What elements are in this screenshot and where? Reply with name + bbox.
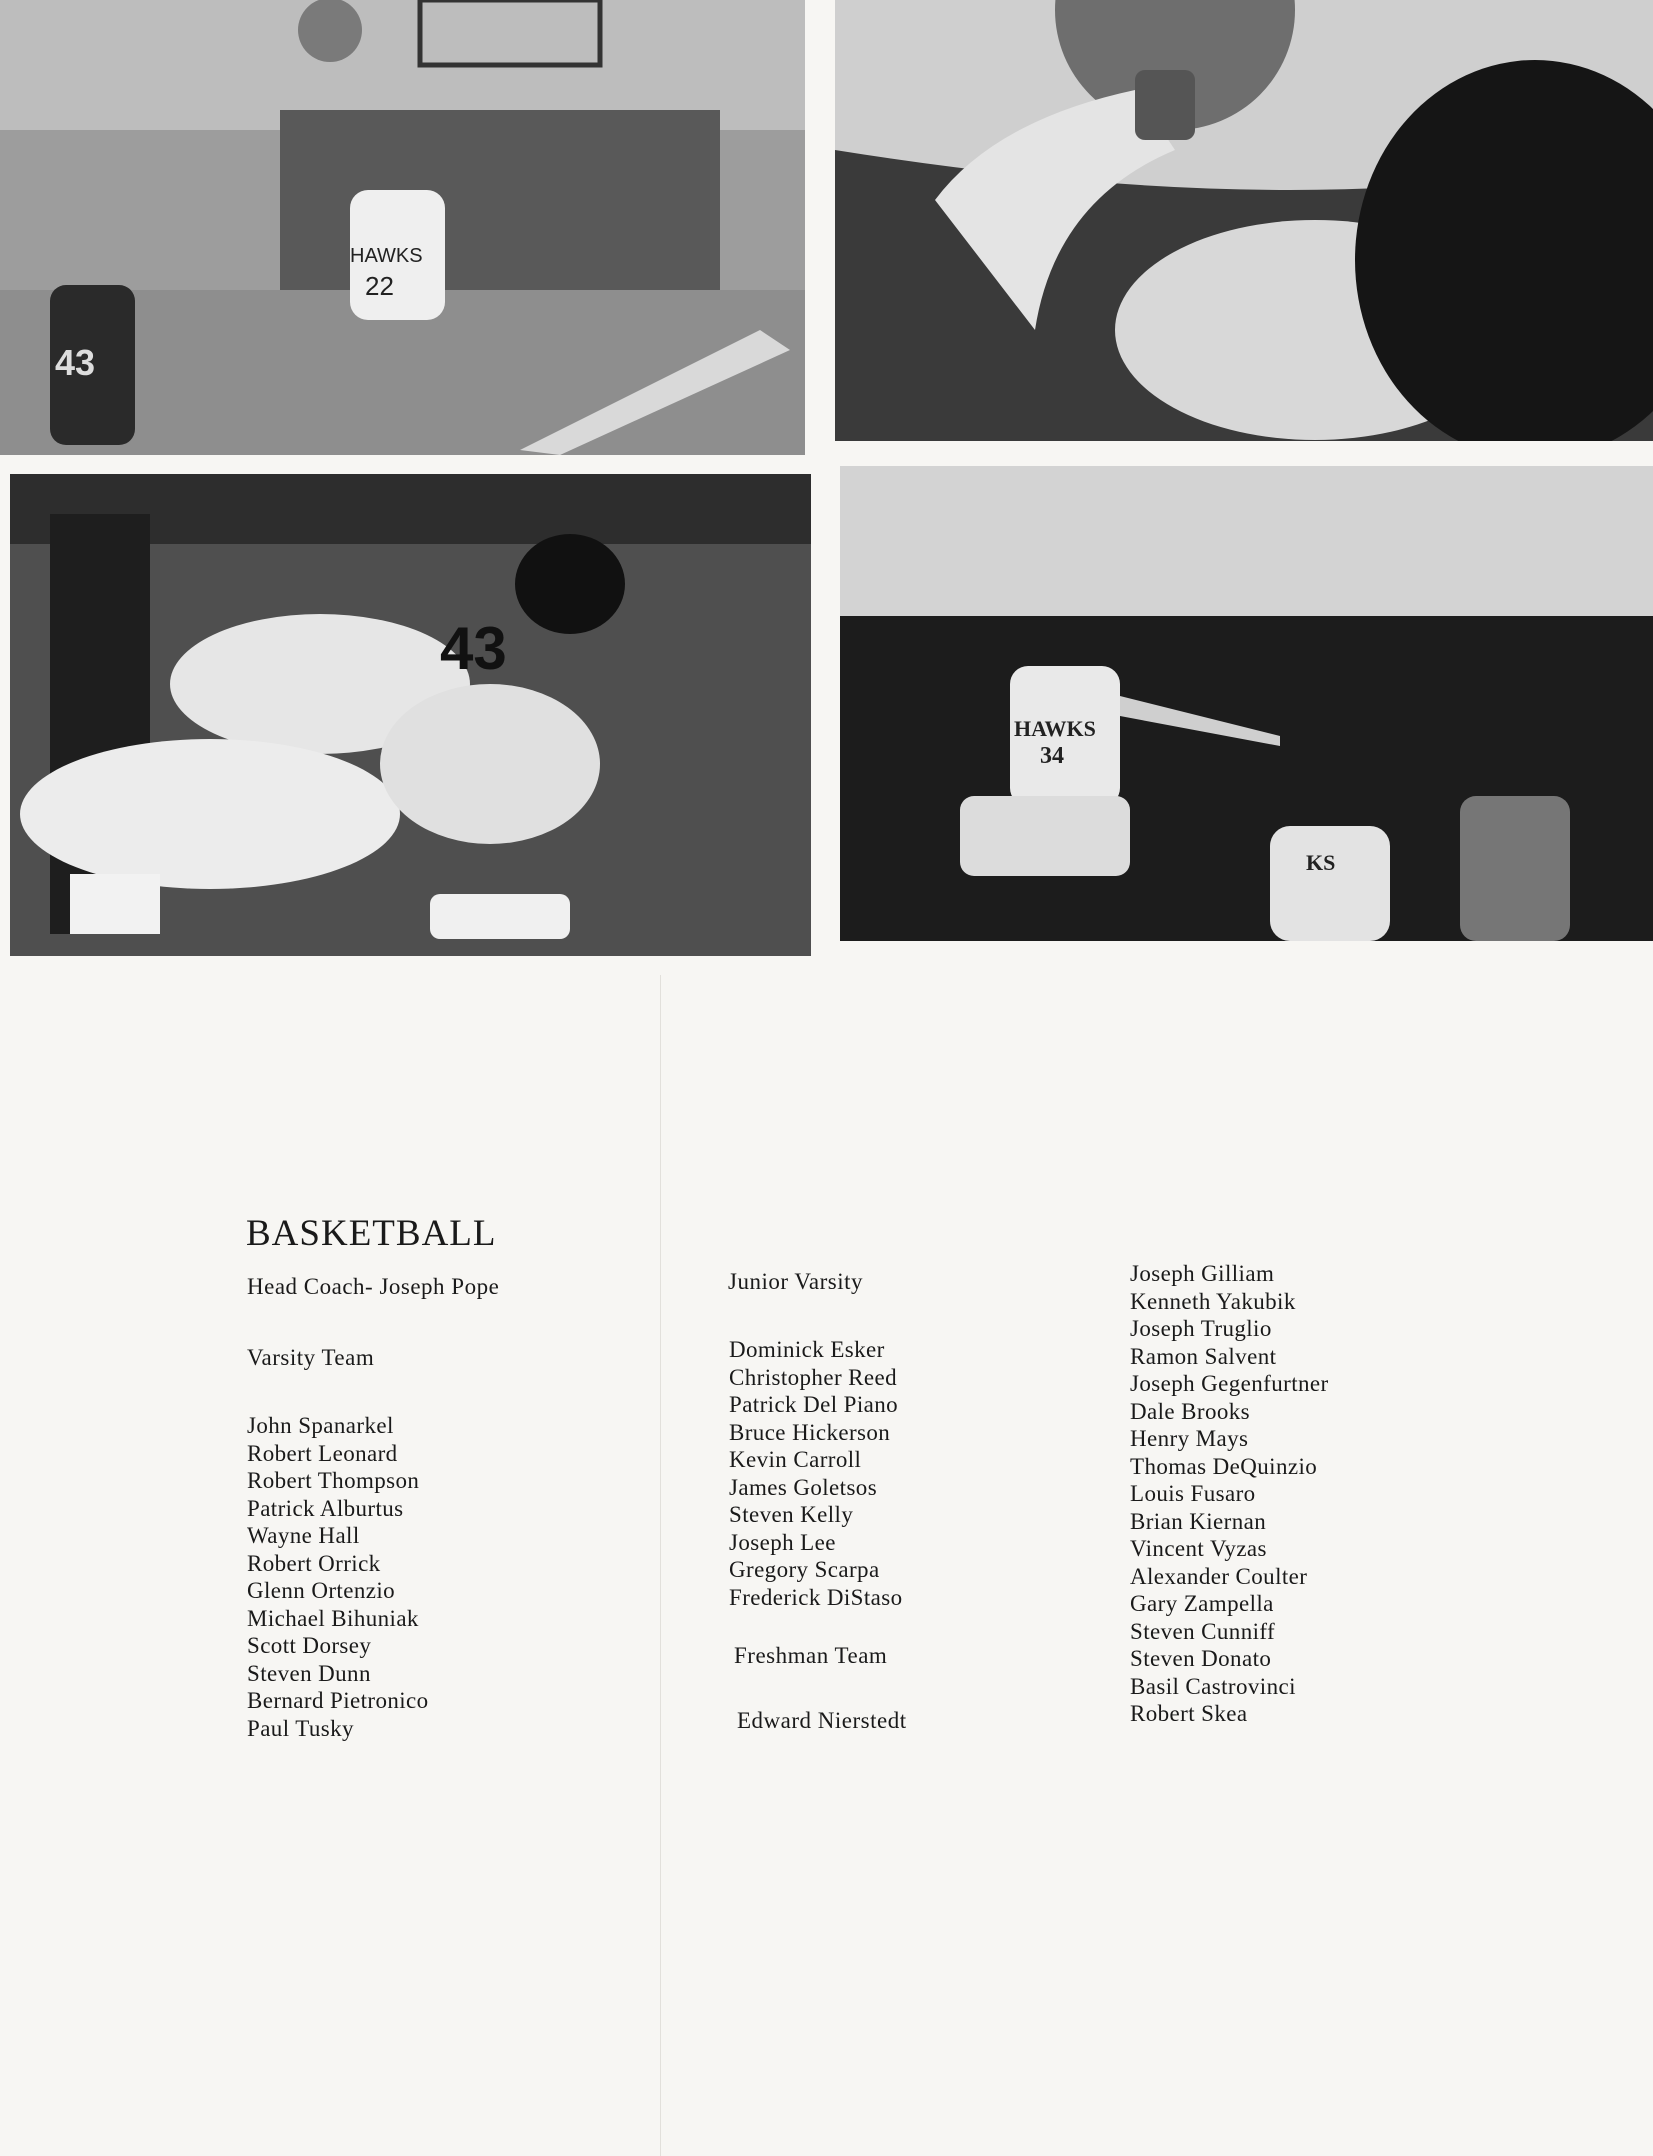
roster-name: Brian Kiernan	[1130, 1508, 1267, 1534]
jersey-number-34: 34	[1040, 743, 1064, 769]
roster-name: Vincent Vyzas	[1130, 1536, 1267, 1561]
roster-name: Kenneth Yakubik	[1130, 1288, 1296, 1314]
roster-name: Bruce Hickerson	[729, 1419, 891, 1445]
jersey-number-22: 22	[365, 271, 394, 301]
roster-name: James Goletsos	[729, 1474, 878, 1500]
photo-loose-ball-scramble	[10, 474, 811, 956]
junior-varsity-roster	[729, 1336, 903, 1611]
roster-name: Wayne Hall	[247, 1523, 360, 1548]
roster-name: Ramon Salvent	[1130, 1343, 1277, 1369]
roster-name: Robert Leonard	[247, 1440, 398, 1466]
roster-name: Patrick Del Piano	[729, 1392, 899, 1417]
roster-name: Frederick DiStaso	[729, 1584, 903, 1610]
continued-roster	[1130, 1260, 1329, 1728]
freshman-heading: Freshman Team	[734, 1643, 888, 1668]
roster-name: Patrick Alburtus	[247, 1495, 404, 1521]
roster-name: Steven Kelly	[729, 1502, 854, 1527]
roster-name: Robert Orrick	[247, 1550, 381, 1576]
roster-name: Steven Cunniff	[1130, 1618, 1276, 1644]
roster-name: Glenn Ortenzio	[247, 1578, 396, 1603]
jersey-hawks-label: HAWKS	[1014, 716, 1096, 741]
roster-name: Scott Dorsey	[247, 1633, 372, 1658]
photo-rebound-position	[840, 466, 1653, 941]
roster-name: Joseph Gilliam	[1130, 1261, 1275, 1286]
roster-name: Henry Mays	[1130, 1426, 1249, 1451]
page-fold	[660, 975, 661, 2156]
roster-name: Louis Fusaro	[1130, 1481, 1256, 1506]
roster-name: Steven Donato	[1130, 1646, 1272, 1671]
roster-name: Basil Castrovinci	[1130, 1673, 1296, 1699]
roster-name: Gary Zampella	[1130, 1591, 1274, 1616]
photo-free-throw	[0, 0, 805, 455]
roster-name: Robert Skea	[1130, 1701, 1248, 1726]
roster-name: Dominick Esker	[729, 1337, 885, 1362]
roster-name: Paul Tusky	[247, 1715, 354, 1741]
freshman-first-name: Edward Nierstedt	[737, 1708, 907, 1733]
roster-name: Christopher Reed	[729, 1364, 898, 1390]
varsity-roster	[247, 1412, 429, 1742]
roster-name: Michael Bihuniak	[247, 1605, 419, 1631]
jersey-number-43: 43	[55, 342, 96, 383]
roster-name: Gregory Scarpa	[729, 1557, 880, 1582]
jersey-hawks-label: HAWKS	[350, 245, 423, 267]
junior-varsity-heading: Junior Varsity	[728, 1269, 863, 1294]
roster-name: Kevin Carroll	[729, 1447, 862, 1472]
jersey-partial-label: KS	[1306, 850, 1336, 875]
roster-name: Dale Brooks	[1130, 1398, 1251, 1424]
roster-name: Joseph Truglio	[1130, 1316, 1272, 1341]
roster-name: Joseph Gegenfurtner	[1130, 1371, 1329, 1396]
varsity-heading: Varsity Team	[247, 1345, 375, 1370]
roster-name: Thomas DeQuinzio	[1130, 1453, 1318, 1479]
roster-name: Joseph Lee	[729, 1529, 836, 1555]
roster-name: Steven Dunn	[247, 1660, 371, 1686]
section-title: BASKETBALL	[246, 1213, 497, 1254]
photo-shooter-closeup	[835, 0, 1653, 441]
roster-name: John Spanarkel	[247, 1413, 394, 1438]
roster-name: Alexander Coulter	[1130, 1563, 1308, 1589]
roster-name: Robert Thompson	[247, 1468, 420, 1493]
roster-name: Bernard Pietronico	[247, 1688, 429, 1713]
head-coach-line: Head Coach- Joseph Pope	[247, 1274, 500, 1299]
jersey-number-43: 43	[440, 615, 507, 682]
